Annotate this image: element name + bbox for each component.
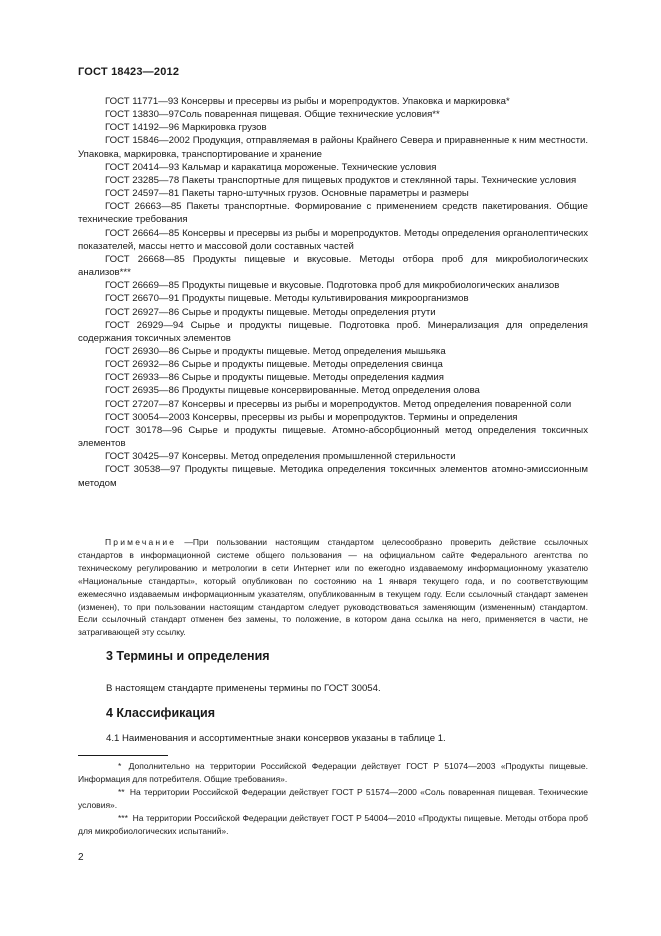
reference-item: ГОСТ 26929—94 Сырье и продукты пищевые. Подготовка проб. Минерализация для определения содержания токсичных элементов <box>78 319 588 344</box>
reference-item: ГОСТ 26933—86 Сырье и продукты пищевые. Методы определения кадмия <box>105 372 444 384</box>
footnotes <box>78 760 588 838</box>
footnote-divider <box>78 755 168 756</box>
footnote <box>78 760 588 786</box>
footnote-mark: *** <box>118 813 128 823</box>
reference-item: ГОСТ 26935—86 Продукты пищевые консервированные. Метод определения олова <box>105 385 480 397</box>
footnote-text: На территории Российской Федерации действует ГОСТ Р 54004—2010 «Продукты пищевые. Методы отбора проб для микробиологических испытаний». <box>78 813 588 836</box>
footnote-mark: ** <box>118 787 125 797</box>
reference-item: ГОСТ 30054—2003 Консервы, пресервы из рыбы и морепродуктов. Термины и определения <box>105 411 518 423</box>
reference-item: ГОСТ 26668—85 Продукты пищевые и вкусовые. Методы отбора проб для микробиологических анализов*** <box>78 253 588 279</box>
references-note <box>78 536 588 639</box>
reference-item: ГОСТ 26930—86 Сырье и продукты пищевые. Метод определения мышьяка <box>105 345 446 357</box>
note-text: —При пользовании настоящим стандартом целесообразно проверить действие ссылочных стандартов в информационной системе общего пользования — на официальном сайте Федерального агентства по техническому регулированию и метрологии в сети Интернет или по ежегодно издаваемому информационному указателю «Национальные стандарты», который опубликован по состоянию на 1 января текущего года, и по соответствующим ежемесячно издаваемым информационным указателям, опубликованным в текущем году. Если ссылочный стандарт заменен (изменен), то при пользовании настоящим стандартом следует руководствоваться заменяющим (измененным) стандартом. Если ссылочный стандарт отменен без замены, то положение, в котором дана ссылка на него, применяется в части, не затрагивающей эту ссылку. <box>78 537 588 638</box>
reference-item: ГОСТ 14192—96 Маркировка грузов <box>105 122 267 134</box>
page-number: 2 <box>78 852 84 863</box>
reference-item: ГОСТ 26670—91 Продукты пищевые. Методы культивирования микроорганизмов <box>105 293 469 305</box>
reference-item: ГОСТ 13830—97Соль поваренная пищевая. Общие технические условия** <box>105 109 440 121</box>
section-4-text: 4.1 Наименования и ассортиментные знаки консервов указаны в таблице 1. <box>106 733 446 744</box>
reference-item: ГОСТ 15846—2002 Продукция, отправляемая в районы Крайнего Севера и приравненные к ним местности. Упаковка, маркировка, транспортирование и хранение <box>78 135 588 160</box>
reference-item: ГОСТ 20414—93 Кальмар и каракатица мороженые. Технические условия <box>105 161 437 173</box>
page-header: ГОСТ 18423—2012 <box>78 66 180 78</box>
footnote-mark: * <box>118 761 122 771</box>
note-label: Примечание <box>105 537 177 547</box>
section-3-heading: 3 Термины и определения <box>106 649 270 663</box>
section-4-heading: 4 Классификация <box>106 706 216 720</box>
normative-references-list <box>78 95 588 490</box>
reference-item: ГОСТ 30538—97 Продукты пищевые. Методика определения токсичных элементов атомно-эмиссионным методом <box>78 464 588 489</box>
reference-item: ГОСТ 26663—85 Пакеты транспортные. Формирование с применением средств пакетирования. Общие технические требования <box>78 201 588 226</box>
footnote <box>78 812 588 838</box>
footnote-text: Дополнительно на территории Российской Федерации действует ГОСТ Р 51074—2003 «Продукты пищевые. Информация для потребителя. Общие требования». <box>78 761 588 784</box>
reference-item: ГОСТ 30178—96 Сырье и продукты пищевые. Атомно-абсорбционный метод определения токсичных элементов <box>78 424 588 450</box>
reference-item: ГОСТ 30425—97 Консервы. Метод определения промышленной стерильности <box>105 451 456 463</box>
reference-item: ГОСТ 26669—85 Продукты пищевые и вкусовые. Подготовка проб для микробиологических анализов <box>105 280 560 292</box>
reference-item: ГОСТ 23285—78 Пакеты транспортные для пищевых продуктов и стеклянной тары. Технические условия <box>105 174 577 186</box>
reference-item: ГОСТ 11771—93 Консервы и пресервы из рыбы и морепродуктов. Упаковка и маркировка* <box>105 96 510 107</box>
footnote <box>78 786 588 812</box>
reference-item: ГОСТ 26927—86 Сырье и продукты пищевые. Методы определения ртути <box>105 306 436 318</box>
footnote-text: На территории Российской Федерации действует ГОСТ Р 51574—2000 «Соль поваренная пищевая. Технические условия». <box>78 787 588 810</box>
reference-item: ГОСТ 27207—87 Консервы и пресервы из рыбы и морепродуктов. Метод определения поваренной соли <box>105 398 572 410</box>
reference-item: ГОСТ 24597—81 Пакеты тарно-штучных грузов. Основные параметры и размеры <box>105 188 469 200</box>
section-3-text: В настоящем стандарте применены термины по ГОСТ 30054. <box>106 683 381 694</box>
reference-item: ГОСТ 26932—86 Сырье и продукты пищевые. Методы определения свинца <box>105 359 443 371</box>
reference-item: ГОСТ 26664—85 Консервы и пресервы из рыбы и морепродуктов. Методы определения органолептических показателей, массы нетто и массовой доли составных частей <box>78 227 588 252</box>
